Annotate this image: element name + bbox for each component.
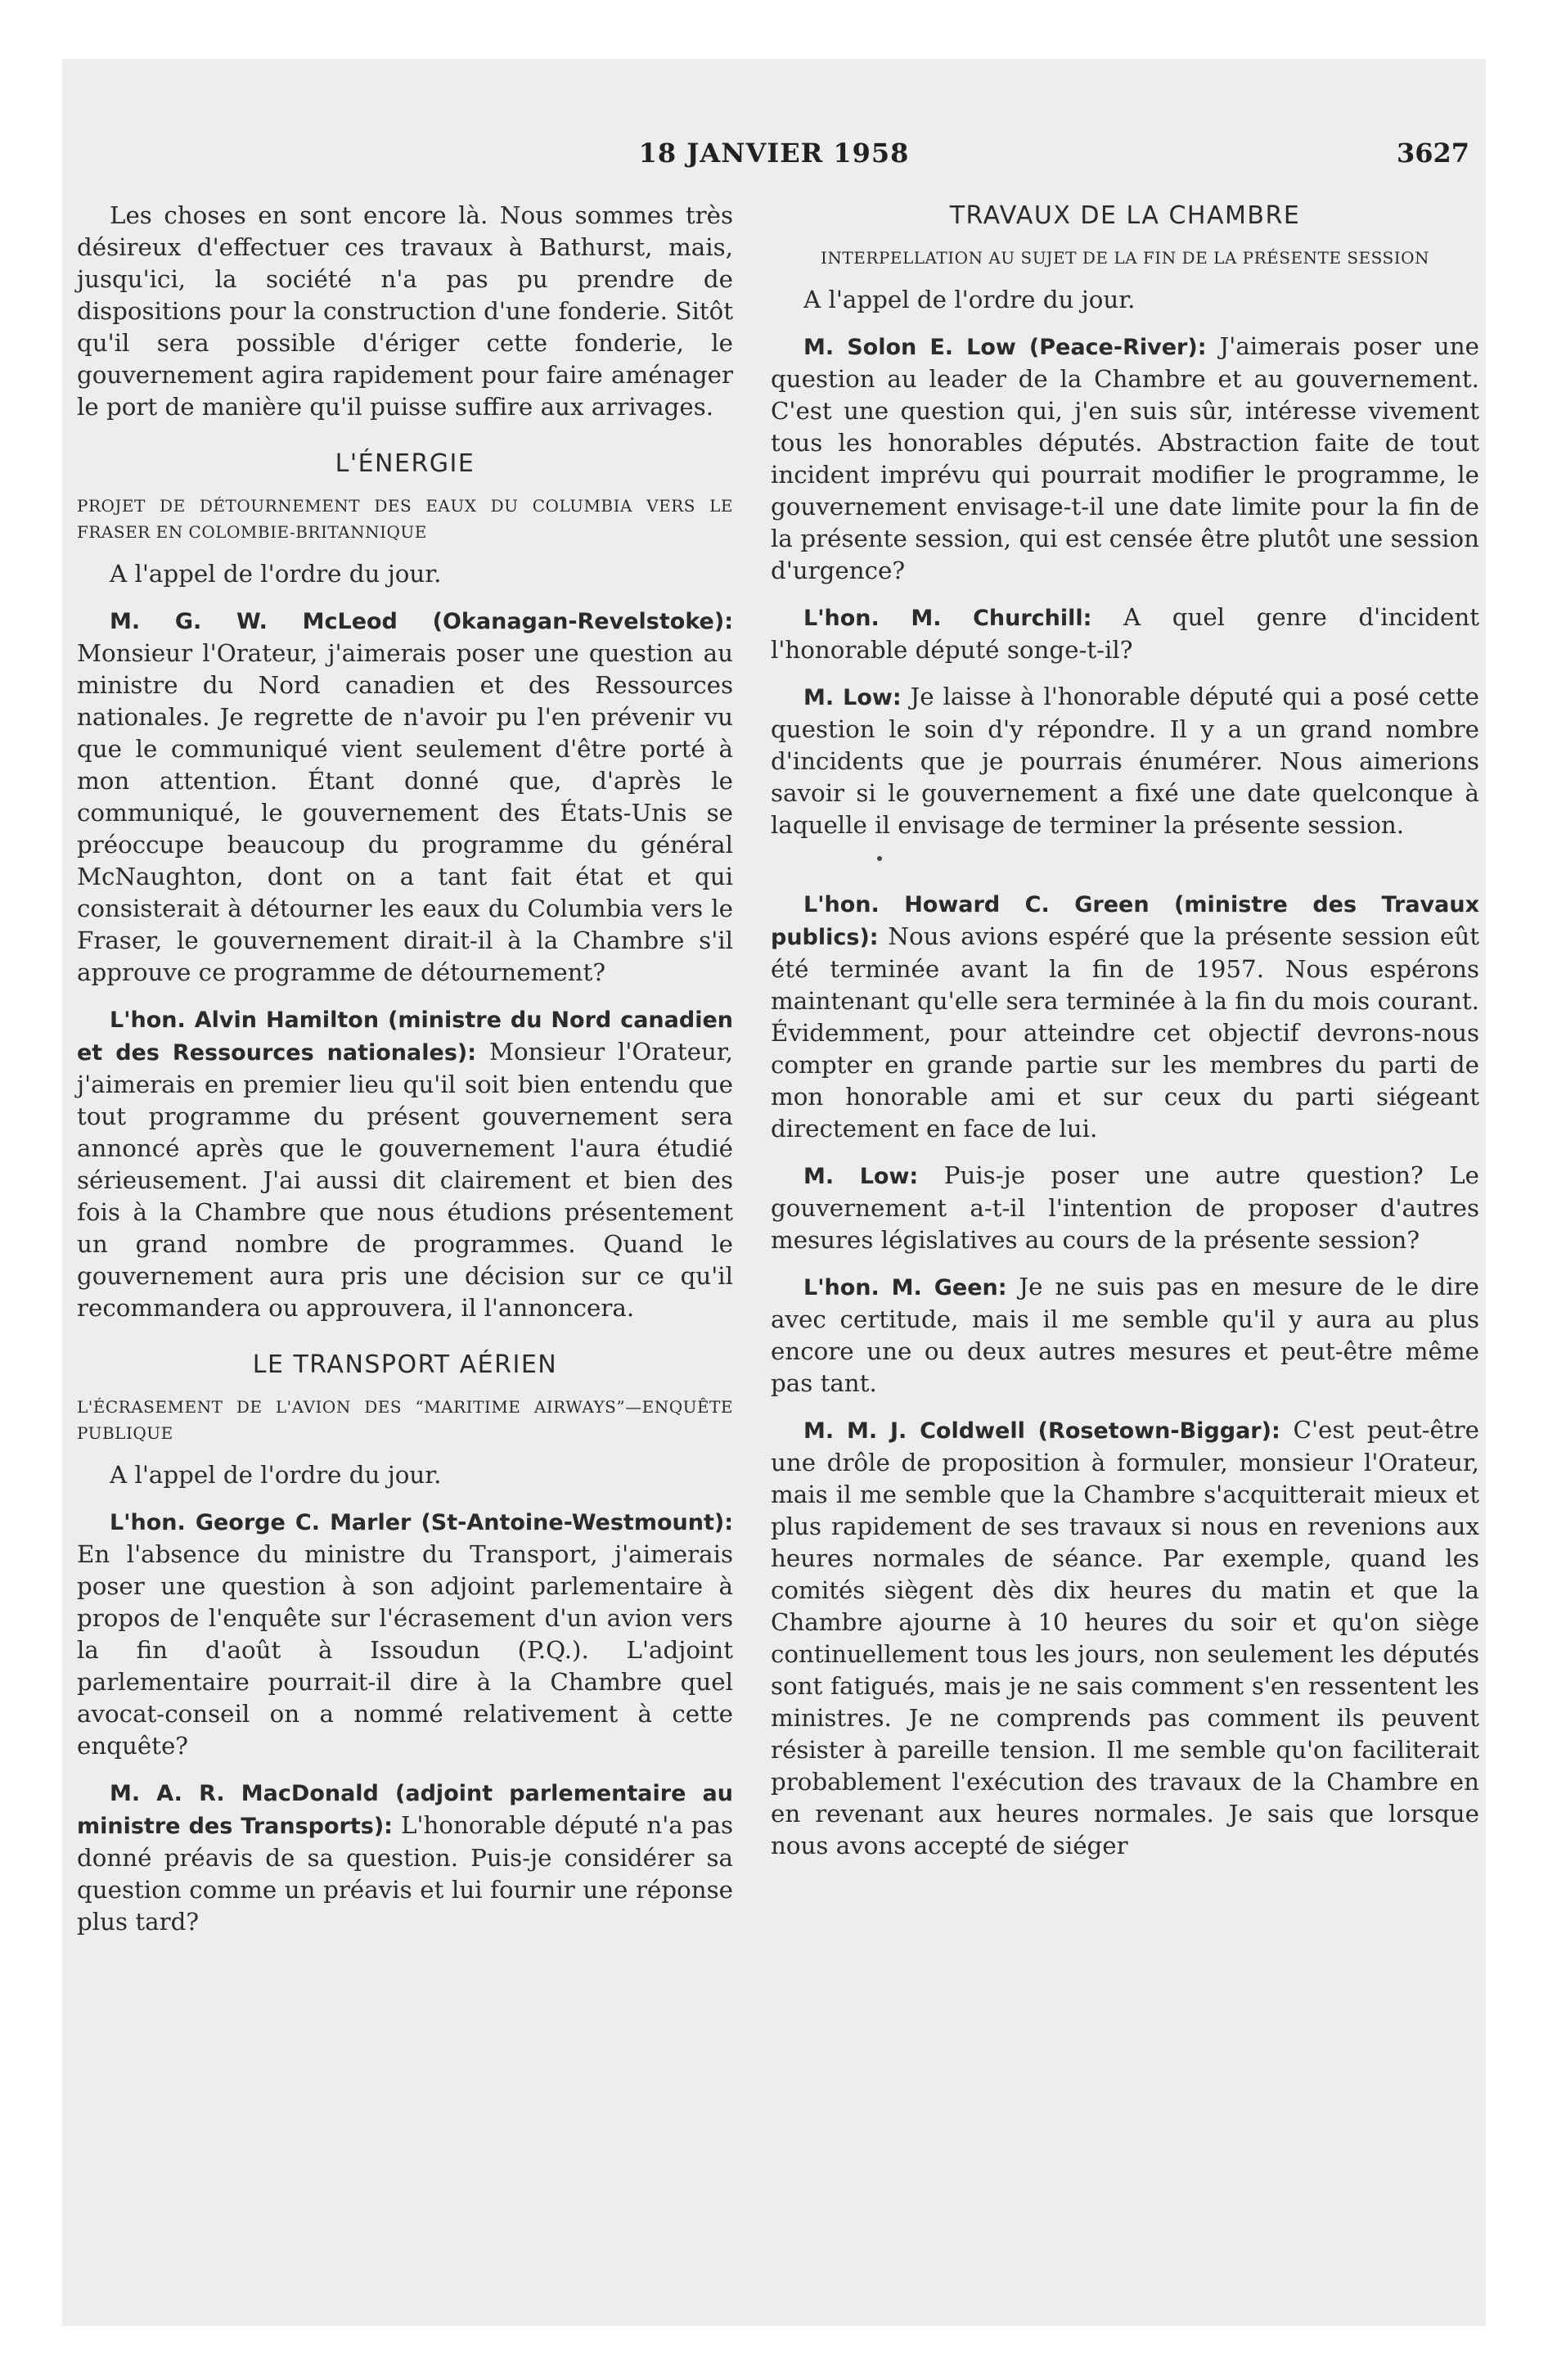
speaker-name: L'hon. Howard C. Green (ministre des Travaux publics): (771, 892, 1479, 950)
speaker-name: L'hon. Alvin Hamilton (ministre du Nord canadien et des Ressources nationales): (77, 1007, 733, 1066)
speaker-name: M. Solon E. Low (Peace-River): (803, 335, 1207, 360)
speech-macdonald (77, 1777, 733, 1938)
intro-paragraph: Les choses en sont encore là. Nous sommes très désireux d'effectuer ces travaux à Bathurst, mais, jusqu'ici, la société n'a pas pu prendre de dispositions pour la construction d'une fonderie. Sitôt qu'il sera possible d'ériger cette fonderie, le gouvernement agira rapidement pour faire aménager le port de manière qu'il puisse suffire aux arrivages. (77, 201, 733, 421)
speech-text: L'honorable député n'a pas donné préavis de sa question. Puis-je considérer sa question comme un préavis et lui fournir une réponse plus tard? (77, 1811, 733, 1936)
speaker-name: M. Low: (803, 1164, 919, 1189)
subsection-fin-session: INTERPELLATION AU SUJET DE LA FIN DE LA PRÉSENTE SESSION (821, 248, 1429, 268)
speaker-name: M. Low: (803, 685, 902, 710)
speaker-name: M. A. R. MacDonald (adjoint parlementaire au ministre des Transports): (77, 1781, 733, 1839)
section-title-travaux: TRAVAUX DE LA CHAMBRE (949, 201, 1301, 230)
speech-low-3 (771, 1160, 1479, 1256)
speech-churchill (771, 602, 1479, 666)
speech-marler (77, 1506, 733, 1762)
speech-text: En l'absence du ministre du Transport, j'aimerais poser une question à son adjoint parlementaire à propos de l'enquête sur l'écrasement d'un avion vers la fin d'août à Issoudun (P.Q.). L'adjoint parlementaire pourrait-il dire à la Chambre quel avocat-conseil on a nommé relativement à cette enquête? (77, 1540, 733, 1760)
speaker-name: L'hon. M. Geen: (803, 1275, 1007, 1300)
order-call: A l'appel de l'ordre du jour. (110, 1461, 442, 1489)
speech-text: Monsieur l'Orateur, j'aimerais en premier lieu qu'il soit bien entendu que tout programme du présent gouvernement sera annoncé après que le gouvernement l'aura étudié sérieusement. J'ai aussi dit clairement et bien des fois à la Chambre que nous étudions présentement un grand nombre de programmes. Quand le gouvernement aura pris une décision sur ce qu'il recommandera ou approuvera, il l'annoncera. (77, 1038, 733, 1322)
speech-text: Puis-je poser une autre question? Le gouvernement a-t-il l'intention de proposer d'autres mesures législatives au cours de la présente session? (771, 1161, 1479, 1254)
order-call: A l'appel de l'ordre du jour. (803, 286, 1136, 313)
section-title-transport: LE TRANSPORT AÉRIEN (252, 1350, 558, 1379)
speech-low-2 (771, 681, 1479, 873)
speech-green (771, 888, 1479, 1145)
subsection-maritime-airways: L'ÉCRASEMENT DE L'AVION DES “MARITIME AIRWAYS”—ENQUÊTE PUBLIQUE (77, 1397, 733, 1443)
speaker-name: L'hon. M. Churchill: (803, 606, 1092, 631)
speech-text: Je ne suis pas en mesure de le dire avec certitude, mais il me semble qu'il y aura au plus encore une ou deux autres mesures et peut-être même pas tant. (771, 1273, 1479, 1397)
speech-text: Je laisse à l'honorable député qui a posé cette question le soin d'y répondre. Il y a un grand nombre d'incidents que je pourrais énumérer. Nous aimerions savoir si le gouvernement a fixé une date quelconque à laquelle il envisage de terminer la présente session. (771, 683, 1479, 839)
speaker-name: L'hon. George C. Marler (St-Antoine-Westmount): (110, 1510, 733, 1535)
page-header (62, 137, 1486, 178)
stray-dot (877, 856, 882, 861)
section-title-energie: L'ÉNERGIE (335, 449, 475, 478)
speech-hamilton (77, 1003, 733, 1324)
order-call: A l'appel de l'ordre du jour. (110, 560, 442, 588)
speech-text: Nous avions espéré que la présente session eût été terminée avant la fin de 1957. Nous espérons maintenant qu'elle sera terminée à la fin du mois courant. Évidemment, pour atteindre cet objectif devrons-nous compter en grande partie sur les membres du parti de mon honorable ami et sur ceux du parti siégeant directement en face de lui. (771, 922, 1479, 1143)
speech-coldwell (771, 1414, 1479, 1862)
speech-text: J'aimerais poser une question au leader de la Chambre et au gouvernement. C'est une question qui, j'en suis sûr, intéresse vivement tous les honorables députés. Abstraction faite de tout incident imprévu qui pourrait modifier le programme, le gouvernement envisage-t-il une date limite pour la fin de la présente session, qui est censée être plutôt une session d'urgence? (771, 332, 1479, 584)
speaker-name: M. M. J. Coldwell (Rosetown-Biggar): (803, 1418, 1280, 1444)
speech-text: Monsieur l'Orateur, j'aimerais poser une question au ministre du Nord canadien et des Ressources nationales. Je regrette de n'avoir pu l'en prévenir vu que le communiqué vient seulement d'être porté à mon attention. Étant donné que, d'après le communiqué, le gouvernement des États-Unis se préoccupe beaucoup du programme du général McNaughton, dont on a tant fait état et qui consisterait à détourner les eaux du Columbia vers le Fraser, le gouvernement dirait-il à la Chambre s'il approuve ce programme de détournement? (77, 639, 733, 986)
left-column (77, 200, 733, 1953)
speaker-name: M. G. W. McLeod (Okanagan-Revelstoke): (110, 609, 733, 634)
right-column (771, 200, 1479, 1877)
speech-text: A quel genre d'incident l'honorable député songe-t-il? (771, 603, 1479, 664)
subsection-columbia: PROJET DE DÉTOURNEMENT DES EAUX DU COLUMBIA VERS LE FRASER EN COLOMBIE-BRITANNIQUE (77, 496, 733, 542)
speech-text: C'est peut-être une drôle de proposition à formuler, monsieur l'Orateur, mais il me semble que la Chambre s'acquitterait mieux et plus rapidement de ses travaux si nous en revenions aux heures normales de séance. Par exemple, quand les comités siègent dès dix heures du matin et que la Chambre ajourne à 10 heures du soir et qu'on siège continuellement tous les jours, non seulement les députés sont fatigués, mais je ne sais comment s'en ressentent les ministres. Je ne comprends pas comment ils peuvent résister à pareille tension. Il me semble qu'on faciliterait probablement l'exécution des travaux de la Chambre en en revenant aux heures normales. Je sais que lorsque nous avons accepté de siéger (771, 1416, 1480, 1859)
header-date: 18 JANVIER 1958 (638, 137, 910, 169)
speech-mcleod (77, 605, 733, 989)
page-scan (62, 59, 1486, 2326)
header-page-number: 3627 (1396, 137, 1469, 169)
speech-low-1 (771, 331, 1479, 587)
speech-green-2 (771, 1271, 1479, 1400)
